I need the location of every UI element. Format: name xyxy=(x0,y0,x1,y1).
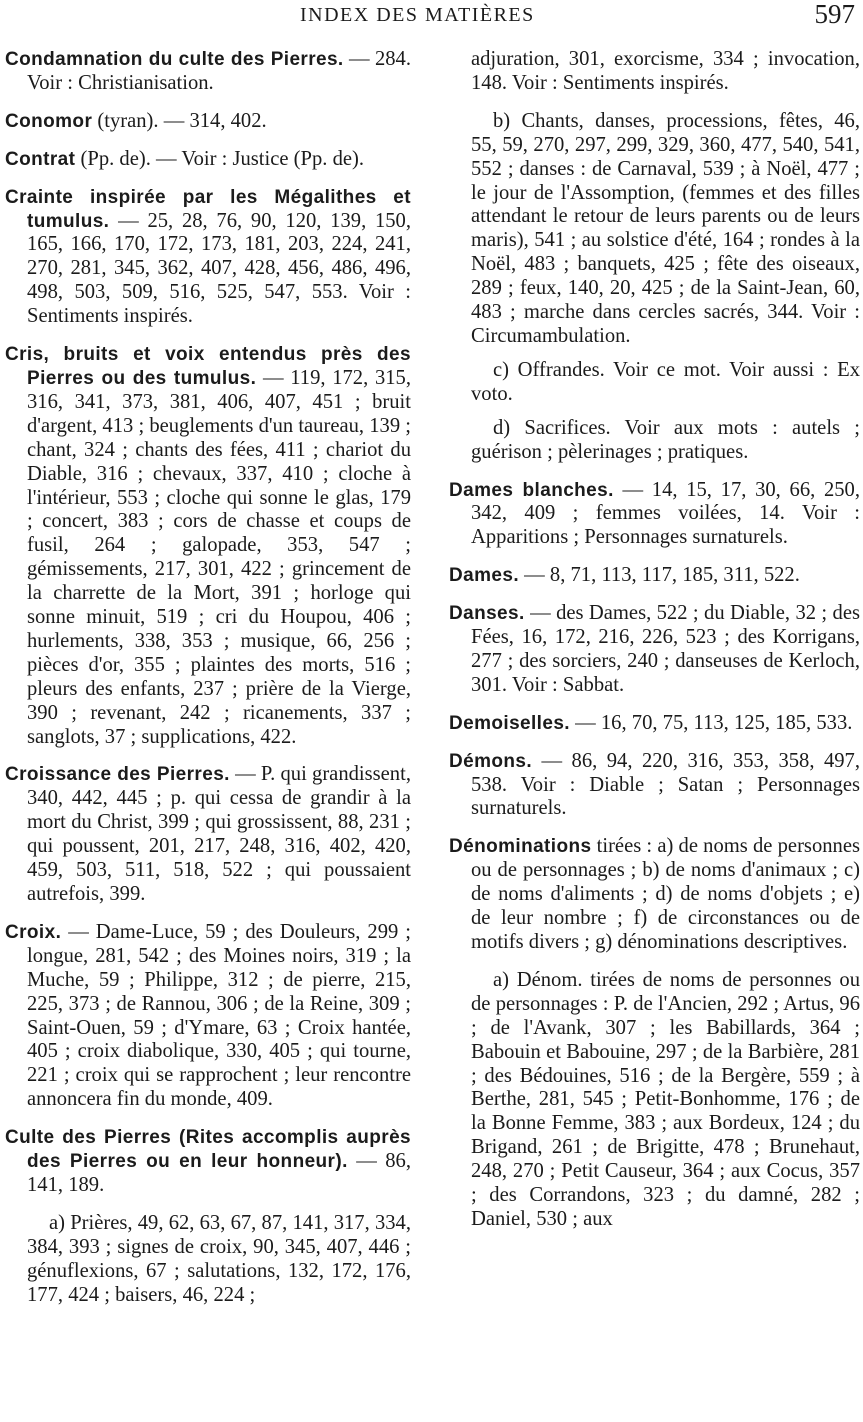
entry-text: — 16, 70, 75, 113, 125, 185, 533. xyxy=(569,711,853,734)
entry-heading: Demoiselles. xyxy=(449,712,570,734)
index-entry xyxy=(449,835,860,955)
index-entry xyxy=(5,921,411,1112)
index-entry xyxy=(5,48,411,96)
index-entry xyxy=(5,110,411,134)
index-subentry xyxy=(449,417,860,465)
entry-text: (Pp. de). — Voir : Justice (Pp. de). xyxy=(75,147,365,170)
entry-heading: Cris, bruits et voix entendus près des Pierres ou des tumulus. xyxy=(5,344,411,389)
entry-text: — 86, 141, 189. xyxy=(27,1150,411,1196)
entry-continuation: adjuration, 301, exorcisme, 334 ; invocation, 148. Voir : Sentiments inspirés. xyxy=(471,48,860,94)
entry-text: — P. qui grandissent, 340, 442, 445 ; p. qui cessa de grandir à la mort du Christ, 399 ; qui grossissent, 88, 231 ; qui poussent, 201, 217, 248, 316, 402, 420, 459, 503, 511, 518, 522 ; qui poussaient autrefois, 399. xyxy=(27,763,411,905)
entry-heading: Démons. xyxy=(449,750,533,772)
subentry-text: Dénom. tirées de noms de personnes ou de personnages : P. de l'Ancien, 292 ; Artus, 96 ; de l'Avank, 307 ; les Babillards, 364 ; Babouin et Babouine, 297 ; de la Barbière, 281 ; des Bédouines, 516 ; de la Bergère, 559 ; à Berthe, 281, 545 ; Petit-Bonhomme, 176 ; de la Bonne Femme, 383 ; aux Bordeux, 124 ; du Brigand, 261 ; de Brigitte, 478 ; Brunehaut, 248, 270 ; Petit Causeur, 364 ; aux Cocus, 357 ; des Corrandons, 323 ; du damné, 282 ; Daniel, 530 ; aux xyxy=(471,968,860,1230)
index-subentry xyxy=(5,1212,411,1308)
index-subentry xyxy=(449,359,860,407)
subentry-label: a) xyxy=(493,968,509,991)
right-column xyxy=(449,48,860,1242)
entry-heading: Crainte inspirée par les Mégalithes et tumulus. xyxy=(5,186,411,232)
entry-heading: Dénominations xyxy=(449,836,592,858)
subentry-text: Chants, danses, processions, fêtes, 46, 55, 59, 270, 297, 299, 329, 360, 477, 540, 541, 552 ; danses : de Carnaval, 539 ; à Noël, 477 ; le jour de l'Assomption, (femmes et des filles attendant le retour de leurs parents ou de leurs maris), 541 ; au solstice d'été, 164 ; rondes à la Noël, 483 ; banquets, 425 ; fête des oiseaux, 289 ; feux, 140, 20, 425 ; de la Saint-Jean, 60, 483 ; marche dans cercles sacrés, 344. Voir : Circumambulation. xyxy=(471,109,860,347)
subentry-label: a) xyxy=(49,1211,65,1234)
entry-heading: Croissance des Pierres. xyxy=(5,764,230,786)
index-entry xyxy=(449,564,860,588)
running-title: INDEX DES MATIÈRES xyxy=(300,4,535,26)
entry-text: — 119, 172, 315, 316, 341, 373, 381, 406, 407, 451 ; bruit d'argent, 413 ; beuglements d'un taureau, 139 ; chant, 324 ; chants des fées, 411 ; chariot du Diable, 316 ; chevaux, 337, 410 ; cloche à l'intérieur, 553 ; cloche qui sonne le glas, 179 ; concert, 383 ; cors de chasse et coups de fusil, 264 ; galopade, 353, 547 ; gémissements, 217, 301, 422 ; grincement de la charrette de la Mort, 391 ; horloge qui sonne minuit, 519 ; cri du Houpou, 406 ; hurlements, 338, 353 ; musique, 66, 256 ; pièces d'or, 355 ; plaintes des morts, 516 ; pleurs des enfants, 237 ; prière de la Vierge, 390 ; revenant, 242 ; ricanements, 337 ; sanglots, 37 ; supplications, 422. xyxy=(27,366,411,748)
entry-text: — 14, 15, 17, 30, 66, 250, 342, 409 ; femmes voilées, 14. Voir : Apparitions ; Personnages surnaturels. xyxy=(471,478,860,549)
entry-heading: Contrat xyxy=(5,148,76,170)
entry-heading: Conomor xyxy=(5,110,93,132)
index-subentry xyxy=(449,969,860,1232)
entry-heading: Dames. xyxy=(449,565,519,587)
index-entry xyxy=(449,479,860,551)
subentry-label: d) xyxy=(493,416,511,439)
index-entry xyxy=(5,148,411,172)
entry-text: — 86, 94, 220, 316, 353, 358, 497, 538. Voir : Diable ; Satan ; Personnages surnaturels. xyxy=(471,749,860,820)
index-entry xyxy=(5,343,411,749)
index-entry xyxy=(449,712,860,736)
entry-text: tirées : a) de noms de personnes ou de personnages ; b) de noms d'animaux ; c) de noms d'aliments ; d) de noms d'objets ; e) de leur nombre ; f) de circonstances ou de motifs divers ; g) dénominations descriptives. xyxy=(471,835,860,953)
subentry-label: c) xyxy=(493,358,509,381)
subentry-label: b) xyxy=(493,109,511,132)
index-entry xyxy=(449,602,860,698)
entry-text: — Dame-Luce, 59 ; des Douleurs, 299 ; longue, 281, 542 ; des Moines noirs, 319 ; la Muche, 59 ; Philippe, 312 ; de pierre, 215, 225, 373 ; de Rannou, 306 ; de la Reine, 309 ; Saint-Ouen, 59 ; d'Ymare, 63 ; Croix hantée, 405 ; croix diabolique, 330, 405 ; qui tourne, 221 ; croix qui se rapprochent ; leur rencontre annoncera fin du monde, 409. xyxy=(27,920,411,1111)
entry-heading: Condamnation du culte des Pierres. xyxy=(5,49,344,70)
index-entry xyxy=(449,750,860,822)
entry-heading: Culte des Pierres (Rites accomplis auprès des Pierres ou en leur honneur). xyxy=(5,1127,411,1173)
entry-text: — 8, 71, 113, 117, 185, 311, 522. xyxy=(519,564,800,587)
subentry-text: Sacrifices. Voir aux mots : autels ; guérison ; pèlerinages ; pratiques. xyxy=(471,416,860,463)
index-entry xyxy=(5,1126,411,1198)
entry-heading: Dames blanches. xyxy=(449,479,614,501)
entry-text: (tyran). — 314, 402. xyxy=(92,109,267,132)
subentry-text: Offrandes. Voir ce mot. Voir aussi : Ex voto. xyxy=(471,358,860,405)
entry-heading: Croix. xyxy=(5,921,62,943)
entry-text: — des Dames, 522 ; du Diable, 32 ; des Fées, 16, 172, 216, 226, 523 ; des Korrigans, 277 ; des sorciers, 240 ; danseuses de Kerloch, 301. Voir : Sabbat. xyxy=(471,602,860,696)
entry-text: — 25, 28, 76, 90, 120, 139, 150, 165, 166, 170, 172, 173, 181, 203, 224, 241, 270, 281, 345, 362, 407, 428, 456, 486, 496, 498, 503, 509, 516, 525, 547, 553. Voir : Sentiments inspirés. xyxy=(27,209,411,328)
page-header xyxy=(0,0,863,34)
subentry-text: Prières, 49, 62, 63, 67, 87, 141, 317, 334, 384, 393 ; signes de croix, 90, 345, 407, 446 ; génuflexions, 67 ; salutations, 132, 172, 176, 177, 424 ; baisers, 46, 224 ; xyxy=(27,1211,411,1306)
page-number: 597 xyxy=(814,0,855,29)
index-entry xyxy=(5,186,411,329)
left-column xyxy=(5,48,411,1318)
index-entry xyxy=(5,763,411,906)
entry-text: — 284. Voir : Christianisation. xyxy=(27,48,411,94)
entry-heading: Danses. xyxy=(449,603,525,625)
index-subentry xyxy=(449,110,860,349)
